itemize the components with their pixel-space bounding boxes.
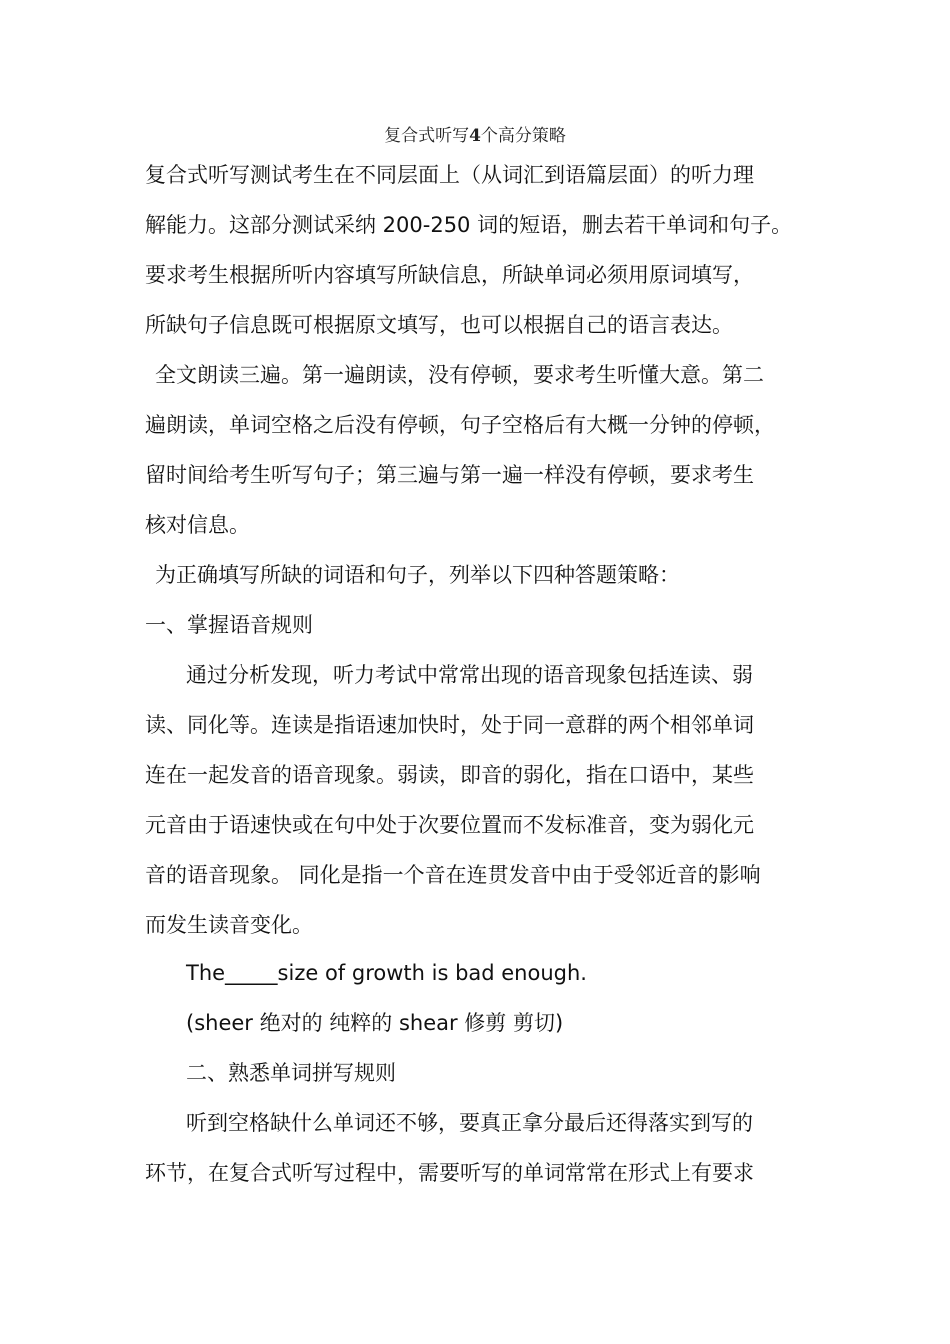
paragraph-line: 听到空格缺什么单词还不够，要真正拿分最后还得落实到写的 xyxy=(186,1111,753,1135)
paragraph-line: 通过分析发现，听力考试中常常出现的语音现象包括连读、弱 xyxy=(186,663,753,687)
paragraph-line: 解能力。这部分测试采纳 200-250 词的短语，删去若干单词和句子。 xyxy=(145,213,793,237)
paragraph-line: 要求考生根据所听内容填写所缺信息，所缺单词必须用原词填写， xyxy=(145,263,754,287)
paragraph-line: 连在一起发音的语音现象。弱读，即音的弱化，指在口语中，某些 xyxy=(145,763,754,787)
paragraph-line: 读、同化等。连读是指语速加快时，处于同一意群的两个相邻单词 xyxy=(145,713,754,737)
paragraph-line: 音的语音现象。 同化是指一个音在连贯发音中由于受邻近音的影响 xyxy=(145,863,761,887)
example-sentence: The_____size of growth is bad enough. xyxy=(186,961,587,985)
example-note: (sheer 绝对的 纯粹的 shear 修剪 剪切) xyxy=(186,1011,564,1035)
title-text-pre: 复合式听写 xyxy=(384,126,470,146)
paragraph-line: 所缺句子信息既可根据原文填写，也可以根据自己的语言表达。 xyxy=(145,313,733,337)
title-number: 4 xyxy=(469,126,481,146)
paragraph-line: 为正确填写所缺的词语和句子，列举以下四种答题策略： xyxy=(155,563,680,587)
paragraph-line: 复合式听写测试考生在不同层面上（从词汇到语篇层面）的听力理 xyxy=(145,163,754,187)
paragraph-line: 元音由于语速快或在句中处于次要位置而不发标准音，变为弱化元 xyxy=(145,813,754,837)
paragraph-line: 留时间给考生听写句子；第三遍与第一遍一样没有停顿，要求考生 xyxy=(145,463,754,487)
section-heading: 一、掌握语音规则 xyxy=(145,613,313,637)
paragraph-line: 全文朗读三遍。第一遍朗读，没有停顿，要求考生听懂大意。第二 xyxy=(155,363,764,387)
section-heading: 二、熟悉单词拼写规则 xyxy=(186,1061,396,1085)
title-text-post: 个高分策略 xyxy=(480,126,566,146)
paragraph-line: 核对信息。 xyxy=(145,513,250,537)
paragraph-line: 而发生读音变化。 xyxy=(145,913,313,937)
page-title xyxy=(0,124,950,148)
paragraph-line: 遍朗读，单词空格之后没有停顿，句子空格后有大概一分钟的停顿， xyxy=(145,413,775,437)
paragraph-line: 环节，在复合式听写过程中，需要听写的单词常常在形式上有要求 xyxy=(145,1161,754,1185)
